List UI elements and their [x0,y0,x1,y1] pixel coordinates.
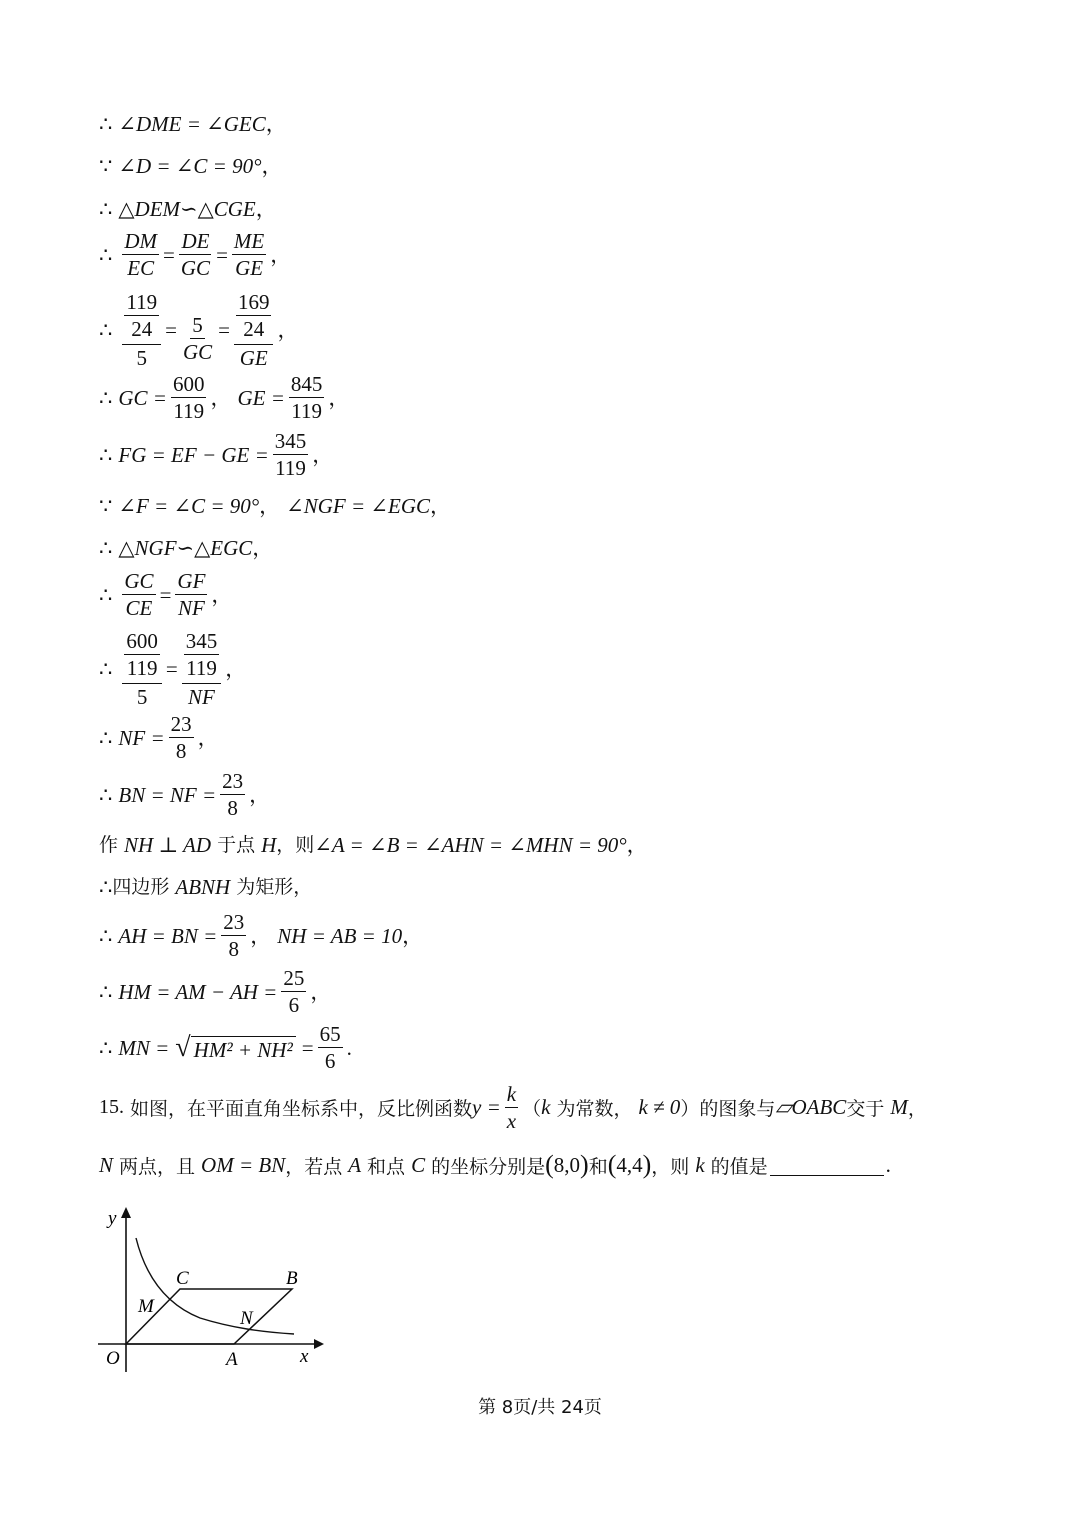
therefore-symbol: ∴ [99,923,113,948]
nested-fraction: $\frac{\frac{600}{119}}{5}$ [122,629,162,709]
step-12: ∴ NF = $\frac{23}{8}$ ， [99,712,219,764]
square-root: √ HM² + NH² [175,1034,295,1062]
problem-number: 15. [99,1096,124,1119]
fraction: $\frac{k}{x}$ [506,1082,517,1134]
fraction: $\frac{5}{GC}$ [182,312,213,364]
therefore-symbol: ∴ [99,582,113,607]
label-m: M [138,1296,154,1317]
label-x: x [300,1346,309,1367]
step-15: ∴ 四边形 ABNH 为矩形， [99,875,313,899]
problem-line-1: 15. 如图，在平面直角坐标系中，反比例函数 y = $\frac{k}{x}$ （ k 为常数， k ≠ 0 ）的图象与 ▱OABC 交于 M ， [99,1082,927,1134]
nested-fraction: $\frac{\frac{345}{119}}{NF}$ [182,629,222,709]
step-5: ∴ $\frac{\frac{119}{24}}{5}$ = $\frac{5}{GC}$ = $\frac{\frac{169}{24}}{GE}$ ， [99,290,299,371]
y-axis-arrow [121,1207,131,1218]
therefore-symbol: ∴ [99,536,113,560]
therefore-symbol: ∴ [99,242,113,267]
step-7: ∴ FG = EF − GE = $\frac{345}{119}$ ， [99,429,334,481]
step-1: ∴ ∠DME = ∠GEC ， [99,112,287,136]
step-6: ∴ GC = $\frac{600}{119}$ ， GE = $\frac{845}{119}$ ， [99,372,350,424]
step-3: ∴ △DEM∽△CGE ， [99,197,277,221]
therefore-symbol: ∴ [99,782,113,807]
fraction: $\frac{ME}{GE}$ [233,229,265,281]
label-a: A [226,1349,238,1370]
label-y: y [108,1208,117,1229]
fraction: $\frac{345}{119}$ [274,429,307,481]
x-axis-arrow [314,1339,324,1349]
label-c: C [176,1268,189,1289]
hyperbola-curve [136,1238,294,1334]
fraction: $\frac{GF}{NF}$ [177,569,206,621]
fraction: $\frac{GC}{CE}$ [124,569,154,621]
because-symbol: ∵ [99,494,113,518]
step-8: ∵ ∠F = ∠C = 90° ， ∠NGF = ∠EGC ， [99,494,452,518]
fraction: $\frac{845}{119}$ [290,372,323,424]
step-13: ∴ BN = NF = $\frac{23}{8}$ ， [99,769,271,821]
coordinate-figure [92,1200,332,1380]
label-b: B [286,1268,298,1289]
therefore-symbol: ∴ [99,657,113,682]
fraction: $\frac{600}{119}$ [172,372,205,424]
fraction: $\frac{DE}{GC}$ [180,229,211,281]
parallelogram-label: ▱OABC [775,1095,847,1120]
step-14: 作 NH ⊥ AD 于点 H ，则 ∠A = ∠B = ∠AHN = ∠MHN = 90° ， [99,833,648,857]
page-footer: 第 8页/共 24页 [478,1397,602,1418]
step-9: ∴ △NGF∽△EGC ， [99,536,274,560]
step-17: ∴ HM = AM − AH = $\frac{25}{6}$ ， [99,966,332,1018]
equation: ∠DME = ∠GEC [118,112,266,136]
problem-line-2: N 两点，且 OM = BN ，若点 A 和点 C 的坐标分别是 ( 8,0 ) 和 ( 4,4 ) ，则 k 的值是 . [99,1150,891,1179]
step-4: ∴ $\frac{DM}{EC}$ = $\frac{DE}{GC}$ = $\frac{ME}{GE}$ ， [99,229,292,281]
fraction: $\frac{25}{6}$ [283,966,305,1018]
similar-triangles: △DEM∽△CGE [118,197,256,221]
therefore-symbol: ∴ [99,979,113,1004]
step-10: ∴ $\frac{GC}{CE}$ = $\frac{GF}{NF}$ ， [99,569,233,621]
fraction: $\frac{23}{8}$ [170,712,192,764]
therefore-symbol: ∴ [99,385,113,410]
label-n: N [240,1308,253,1329]
label-o: O [106,1348,120,1369]
therefore-symbol: ∴ [99,725,113,750]
therefore-symbol: ∴ [99,1035,113,1060]
therefore-symbol: ∴ [99,442,113,467]
fraction: $\frac{23}{8}$ [223,910,245,962]
fraction: $\frac{65}{6}$ [319,1022,341,1074]
nested-fraction: $\frac{\frac{119}{24}}{5}$ [122,290,161,370]
answer-blank[interactable] [770,1155,884,1176]
similar-triangles: △NGF∽△EGC [118,536,253,560]
step-2: ∵ ∠D = ∠C = 90° ， [99,154,283,178]
because-symbol: ∵ [99,154,113,178]
nested-fraction: $\frac{\frac{169}{24}}{GE}$ [234,290,274,370]
therefore-symbol: ∴ [99,112,113,136]
therefore-symbol: ∴ [99,875,113,899]
therefore-symbol: ∴ [99,318,113,343]
step-16: ∴ AH = BN = $\frac{23}{8}$ ， NH = AB = 10 ， [99,910,424,962]
step-11: ∴ $\frac{\frac{600}{119}}{5}$ = $\frac{\frac{345}{119}}{NF}$ ， [99,629,247,710]
equation: ∠D = ∠C = 90° [118,154,262,178]
step-18: ∴ MN = √ HM² + NH² = $\frac{65}{6}$ . [99,1022,352,1074]
therefore-symbol: ∴ [99,197,113,221]
fraction: $\frac{23}{8}$ [222,769,244,821]
fraction: $\frac{DM}{EC}$ [124,229,158,281]
